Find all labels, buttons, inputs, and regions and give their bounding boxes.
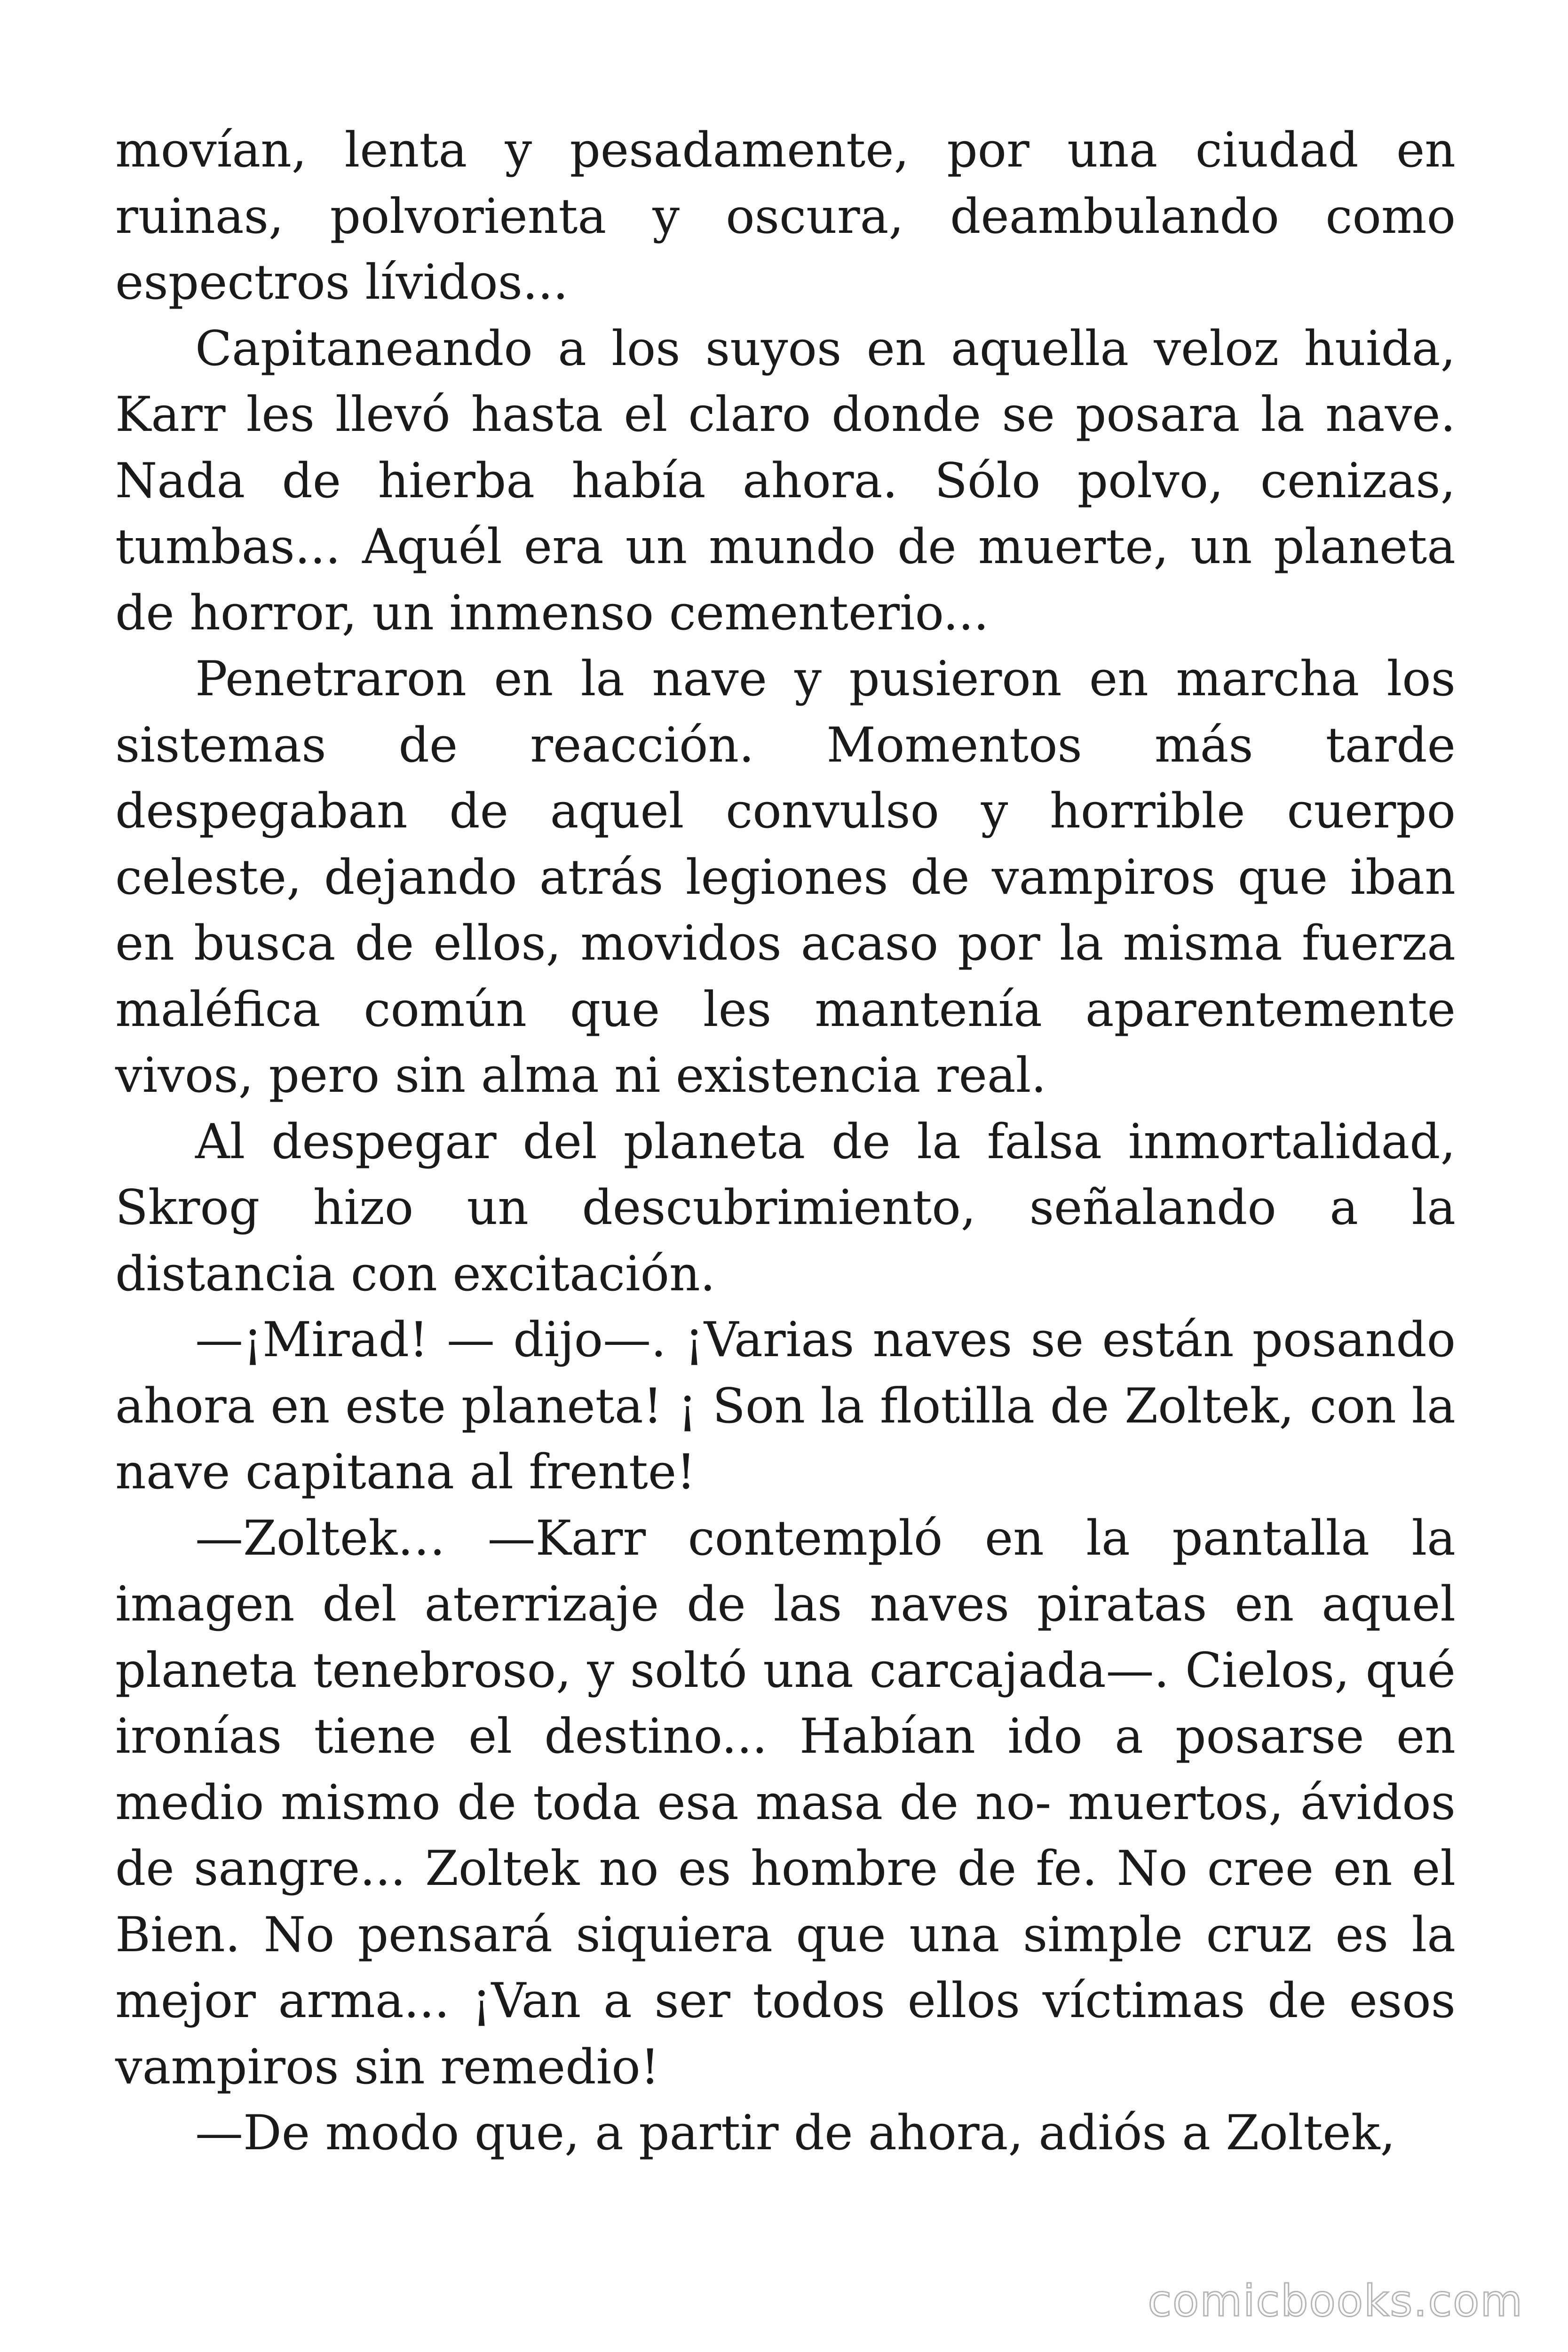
paragraph: Capitaneando a los suyos en aquella veloz huida, Karr les llevó hasta el claro donde se posara la nave. Nada de hierba había ahora. Sólo polvo, cenizas, tumbas... Aquél era un mundo de muerte, un planeta de horror, un inmenso cementerio... [115,320,1456,641]
paragraph-dialogue: —¡Mirad! — dijo—. ¡Varias naves se están posando ahora en este planeta! ¡ Son la flotilla de Zoltek, con la nave capitana al frente! [115,1312,1456,1500]
paragraph: Al despegar del planeta de la falsa inmortalidad, Skrog hizo un descubrimiento, señalando a la distancia con excitación. [115,1113,1456,1302]
paragraph-dialogue: —De modo que, a partir de ahora, adiós a Zoltek, [195,2105,1395,2161]
paragraph-dialogue: —Zoltek… —Karr contempló en la pantalla la imagen del aterrizaje de las naves piratas en aquel planeta tenebroso, y soltó una carcajada—. Cielos, qué ironías tiene el destino... Habían ido a posarse en medio mismo de toda esa masa de no- muertos, ávidos de sangre... Zoltek no es hombre de fe. No cree en el Bien. No pensará siquiera que una simple cruz es la mejor arma... ¡Van a ser todos ellos víctimas de esos vampiros sin remedio! [115,1510,1456,2095]
paragraph-continued: movían, lenta y pesadamente, por una ciudad en ruinas, polvorienta y oscura, deambulando como espectros lívidos... [115,122,1456,310]
paragraph: Penetraron en la nave y pusieron en marcha los sistemas de reacción. Momentos más tarde despegaban de aquel convulso y horrible cuerpo celeste, dejando atrás legiones de vampiros que iban en busca de ellos, movidos acaso por la misma fuerza maléfica común que les mantenía aparentemente vivos, pero sin alma ni existencia real. [115,651,1456,1104]
watermark-logo: comicbooks.com [1148,2276,1523,2326]
page-body [115,118,1456,2167]
